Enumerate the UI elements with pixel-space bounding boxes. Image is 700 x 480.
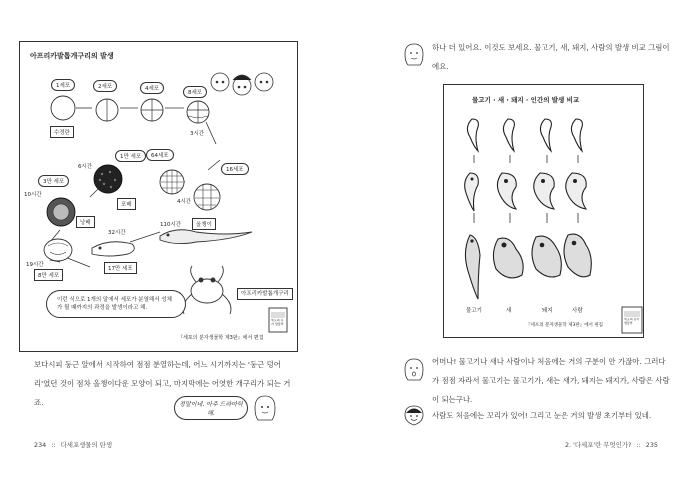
label-time-10h: 10시간: [24, 192, 42, 198]
cell16-egg: [194, 184, 220, 210]
label-cell10000: 1만 세포: [115, 150, 146, 162]
tadpole-drawing: [160, 230, 252, 244]
label-cell170000: 17만 세포: [104, 262, 137, 274]
right-footer-sep: ::: [636, 441, 641, 449]
label-time-32h: 32시간: [108, 230, 126, 236]
frog-drawing: [183, 266, 231, 314]
frog-figure-speech-bubble: [46, 290, 186, 318]
left-footer-page: 234: [34, 441, 47, 449]
right-footer-page: 235: [645, 441, 658, 449]
label-cell4: 4세포: [140, 82, 164, 94]
left-footer-sep: ::: [51, 441, 56, 449]
right-intro-text: 하나 더 있어요. 이것도 보세요. 물고기, 새, 돼지, 사람의 발생 비교 그림이에요.: [432, 43, 670, 71]
frog-figure-speech-text: 이런 식으로 1개의 알에서 세포가 분열해서 성체가 될 때까지의 과정을 발생이라고 해.: [57, 297, 172, 311]
label-cell16: 16세포: [221, 163, 249, 175]
label-time-6h: 6시간: [78, 164, 93, 170]
right-paragraph-2: 사람도 처음에는 꼬리가 있어! 그리고 눈은 거의 발생 초기부터 있네.: [432, 411, 652, 420]
label-cell80000: 8만 세포: [34, 269, 63, 281]
label-fertilized-egg: 수정란: [50, 126, 74, 138]
frog-figure-title: 아프리카발톱개구리의 발생: [30, 52, 114, 60]
blastula-egg: [94, 165, 122, 193]
right-footer: [565, 440, 658, 449]
frog-figure-credit: 『세포의 분자생물학 제3판』에서 편집: [178, 335, 264, 341]
label-tadpole: 올챙이: [192, 218, 216, 230]
column-label-fish: 물고기: [466, 308, 482, 314]
label-blastula: 포배: [117, 198, 136, 210]
comparison-figure-book-label: 세포의 분자 생물학: [624, 318, 640, 325]
embryo-comparison-drawings: [444, 85, 643, 337]
label-gastrula: 낭배: [76, 216, 95, 228]
column-label-human: 사람: [572, 308, 583, 314]
left-footer: [34, 440, 112, 449]
cell1-egg: [51, 96, 75, 120]
tailbud-embryo: [92, 242, 134, 256]
frog-figure-book-label: 세포의 분자 생물학: [271, 319, 284, 326]
girl-thinking-face-icon: [403, 42, 425, 68]
kids-faces-drawing: [211, 73, 273, 95]
label-time-3h: 3시간: [190, 131, 205, 137]
label-time-110h: 110시간: [160, 222, 182, 228]
comparison-figure-credit: 『세포의 분자생물학 제3판』에서 편집: [526, 323, 604, 328]
left-body-paragraph: 보다시피 둥근 알에서 시작하여 점점 분열하는데, 어느 시기까지는 '둥근 덩어리'였던 것이 점차 올챙이다운 모양이 되고, 마지막에는 어엿한 개구리가 되는 거죠.: [34, 360, 291, 407]
comparison-figure: [443, 84, 644, 338]
label-cell1: 1세포: [51, 79, 75, 91]
left-aside-text: 정말이네. 아주 드라마틱해.: [179, 401, 243, 417]
frog-development-figure: [19, 41, 298, 352]
label-cell2: 2세포: [93, 80, 117, 92]
column-label-pig: 돼지: [542, 308, 553, 314]
comparison-figure-title: 물고기 · 새 · 돼지 · 인간의 발생 비교: [472, 96, 580, 104]
label-cell64: 64세포: [146, 149, 174, 161]
label-cell30000: 3만 세포: [38, 175, 69, 187]
left-aside-bubble: [174, 396, 248, 420]
label-cell8: 8세포: [183, 86, 207, 98]
right-paragraph-1: 어머나! 물고기나 새나 사람이나 처음에는 거의 구분이 안 가잖아. 그러다가 점점 자라서 물고기는 물고기가, 새는 새가, 돼지는 돼지가, 사람은 사람이 되는구나.: [432, 357, 670, 404]
label-frog: 아프리카발톱개구리: [237, 288, 293, 300]
label-time-19h: 19시간: [26, 262, 44, 268]
left-footer-title: 다세포생물의 탄생: [60, 441, 113, 449]
right-footer-chapter: 2. '다세포'란 무엇인가?: [564, 441, 632, 449]
neurula-embryo: [44, 239, 72, 261]
column-label-bird: 새: [506, 308, 512, 314]
label-time-4h: 4시간: [177, 199, 192, 205]
girl-face-icon: [252, 394, 278, 422]
girl-surprised-face-icon: [403, 357, 425, 383]
girl-happy-face-icon: [403, 404, 425, 428]
